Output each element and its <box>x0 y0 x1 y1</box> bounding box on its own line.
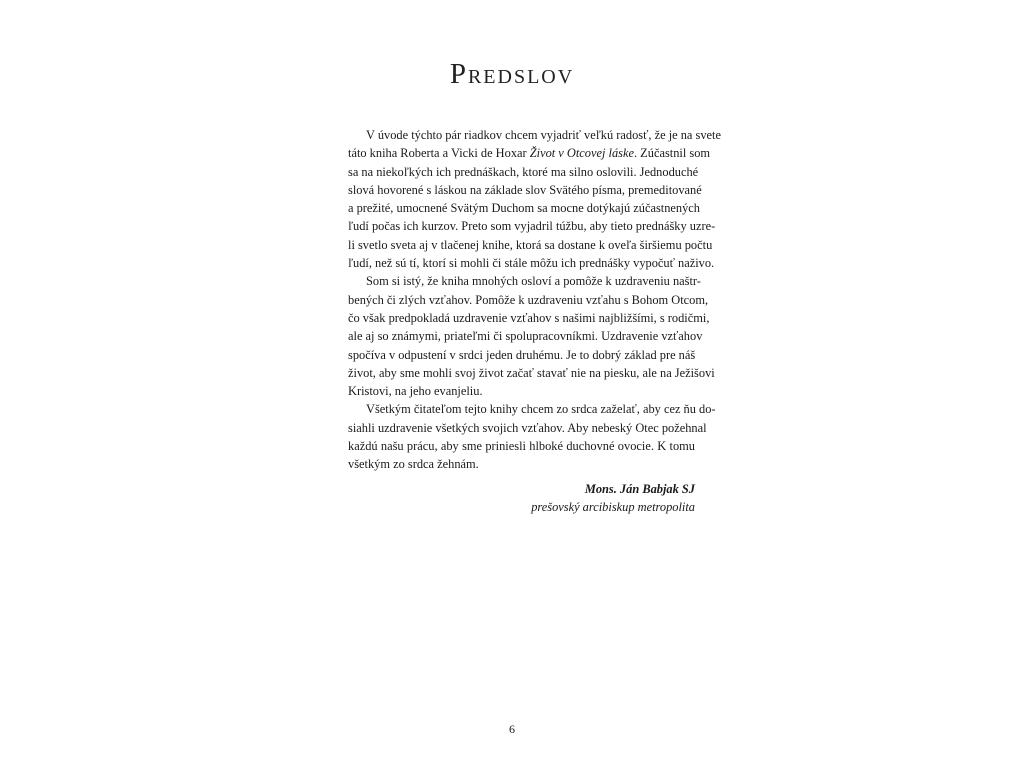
page-number: 6 <box>509 722 515 736</box>
paragraph-2 <box>330 272 715 400</box>
foreword-body <box>330 126 721 474</box>
text-line: život, aby sme mohli svoj život začať stavať nie na piesku, ale na Ježišovi <box>348 365 715 380</box>
text-line: li svetlo sveta aj v tlačenej knihe, ktorá sa dostane k oveľa širšiemu počtu <box>348 237 713 252</box>
text-line: sa na niekoľkých ich prednáškach, ktoré ma silno oslovili. Jednoduché <box>348 164 699 179</box>
text-line: čo však predpokladá uzdravenie vzťahov s našimi najbližšími, s rodičmi, <box>348 310 710 325</box>
text-line: Som si istý, že kniha mnohých osloví a pomôže k uzdraveniu naštr- <box>366 274 701 289</box>
text-line: slová hovorené s láskou na základe slov Svätého písma, premeditované <box>348 182 702 197</box>
text-line: a prežité, umocnené Svätým Duchom sa mocne dotýkajú zúčastnených <box>348 201 700 216</box>
paragraph-1 <box>330 126 721 272</box>
text-line: Kristovi, na jeho evanjeliu. <box>348 384 483 399</box>
text-segment: táto kniha Roberta a Vicki de Hoxar <box>348 146 530 161</box>
text-line <box>330 144 711 162</box>
text-line: siahli uzdravenie všetkých svojich vzťahov. Aby nebeský Otec požehnal <box>348 420 707 435</box>
text-line: všetkým zo srdca žehnám. <box>348 457 479 472</box>
page-title: Predslov <box>449 58 575 90</box>
text-segment: . Zúčastnil som <box>633 146 711 161</box>
paragraph-3 <box>330 400 716 473</box>
signature-name: Mons. Ján Babjak SJ <box>584 482 695 496</box>
text-line: bených či zlých vzťahov. Pomôže k uzdraveniu vzťahu s Bohom Otcom, <box>348 292 709 307</box>
text-line: ľudí, než sú tí, ktorí si mohli či stále môžu ich prednášky vypočuť naživo. <box>348 256 715 271</box>
text-line: Všetkým čitateľom tejto knihy chcem zo srdca zaželať, aby cez ňu do- <box>366 402 716 417</box>
text-line: V úvode týchto pár riadkov chcem vyjadriť veľkú radosť, že je na svete <box>366 128 721 142</box>
text-line: spočíva v odpustení v srdci jeden druhému. Je to dobrý základ pre náš <box>348 347 696 362</box>
text-line: ale aj so známymi, priateľmi či spolupracovníkmi. Uzdravenie vzťahov <box>348 329 703 344</box>
book-title: Život v Otcovej láske <box>529 146 634 161</box>
text-line: každú našu prácu, aby sme priniesli hlboké duchovné ovocie. K tomu <box>348 439 695 454</box>
text-line: ľudí počas ich kurzov. Preto som vyjadril túžbu, aby tieto prednášky uzre- <box>348 219 716 234</box>
signature-block <box>330 480 695 516</box>
signature-role: prešovský arcibiskup metropolita <box>531 500 695 514</box>
